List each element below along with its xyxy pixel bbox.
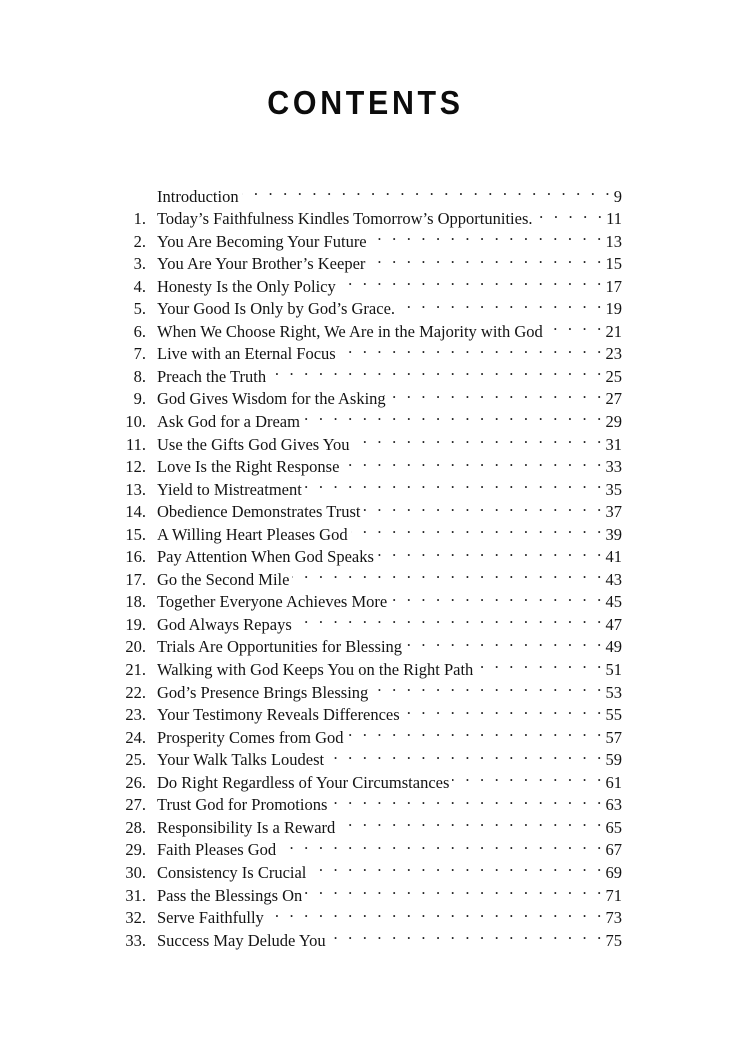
chapter-number: 31. (125, 885, 146, 905)
page-number: 73 (605, 908, 622, 928)
dot-leader (339, 269, 605, 292)
table-of-contents (110, 179, 622, 950)
page-number: 59 (605, 750, 622, 770)
dot-leader (536, 202, 606, 225)
dot-leader (405, 630, 604, 653)
chapter-title: Success May Delude You (157, 930, 326, 950)
chapter-title: You Are Your Brother’s Keeper (157, 254, 366, 274)
dot-leader (339, 337, 605, 360)
dot-leader (267, 901, 605, 924)
dot-leader (377, 540, 605, 563)
chapter-number: 28. (125, 817, 146, 837)
chapter-title: God Always Repays (157, 614, 292, 634)
dot-leader (309, 855, 604, 878)
dot-leader (295, 607, 605, 630)
chapter-title: Today’s Faithfulness Kindles Tomorrow’s Opportunities. (157, 209, 533, 229)
chapter-number: 14. (125, 502, 146, 522)
dot-leader (327, 743, 604, 766)
dot-leader (398, 292, 604, 315)
page-number: 55 (605, 705, 622, 725)
dot-leader (269, 359, 604, 382)
page-number: 13 (605, 231, 622, 251)
page-number: 35 (605, 479, 622, 499)
chapter-title: Walking with God Keeps You on the Right Path (157, 660, 474, 680)
page-number: 39 (605, 524, 622, 544)
dot-leader (303, 404, 605, 427)
chapter-title: God Gives Wisdom for the Asking (157, 389, 386, 409)
chapter-title: Your Good Is Only by God’s Grace. (157, 299, 396, 319)
chapter-number: 33. (125, 930, 146, 950)
chapter-title: Love Is the Right Response (157, 457, 340, 477)
page-number: 29 (605, 412, 622, 432)
dot-leader (371, 675, 604, 698)
dot-leader (329, 923, 605, 946)
page-number: 21 (605, 321, 622, 341)
chapter-title: Serve Faithfully (157, 908, 264, 928)
page-number: 9 (613, 186, 622, 206)
page-number: 41 (605, 547, 622, 567)
page-title: CONTENTS (267, 84, 464, 121)
chapter-title: Introduction (157, 186, 239, 206)
chapter-number: 24. (125, 727, 146, 747)
chapter-title: A Willing Heart Pleases God (157, 524, 348, 544)
chapter-number: 16. (125, 547, 146, 567)
chapter-title: Your Testimony Reveals Differences (157, 705, 400, 725)
chapter-title: Your Walk Talks Loudest (157, 750, 325, 770)
dot-leader (390, 585, 604, 608)
chapter-title: Consistency Is Crucial (157, 862, 307, 882)
toc-entry[interactable] (110, 179, 622, 206)
page-number: 65 (605, 817, 622, 837)
chapter-number: 30. (125, 862, 146, 882)
chapter-number: 18. (125, 592, 146, 612)
page-number: 67 (605, 840, 622, 860)
dot-leader (353, 427, 605, 450)
page-number: 11 (606, 209, 622, 229)
page-number: 61 (605, 772, 622, 792)
chapter-title: Ask God for a Dream (157, 412, 300, 432)
chapter-title: Prosperity Comes from God (157, 727, 344, 747)
chapter-number: 20. (125, 637, 146, 657)
chapter-title: Responsibility Is a Reward (157, 817, 336, 837)
dot-leader (292, 562, 604, 585)
page-number: 75 (605, 930, 622, 950)
chapter-title: Obedience Demonstrates Trust (157, 502, 361, 522)
dot-leader (476, 652, 604, 675)
chapter-title: Pay Attention When God Speaks (157, 547, 374, 567)
page-number: 17 (605, 276, 622, 296)
page-number: 69 (605, 862, 622, 882)
chapter-number: 25. (125, 750, 146, 770)
chapter-number: 27. (125, 795, 146, 815)
dot-leader (351, 517, 605, 540)
chapter-number: 15. (125, 524, 146, 544)
chapter-title: Preach the Truth (157, 366, 267, 386)
chapter-number: 10. (125, 412, 146, 432)
chapter-title: Do Right Regardless of Your Circumstances (157, 772, 450, 792)
dot-leader (305, 472, 605, 495)
chapter-number: 3. (133, 254, 146, 274)
chapter-title: Together Everyone Achieves More (157, 592, 388, 612)
chapter-number: 13. (125, 479, 146, 499)
dot-leader (279, 833, 604, 856)
chapter-number: 23. (125, 705, 146, 725)
chapter-title: Yield to Mistreatment (157, 479, 302, 499)
dot-leader (368, 247, 604, 270)
dot-leader (452, 765, 604, 788)
page-number: 33 (605, 457, 622, 477)
page-number: 49 (605, 637, 622, 657)
page-number: 23 (605, 344, 622, 364)
chapter-number: 21. (125, 660, 146, 680)
dot-leader (330, 788, 604, 811)
dot-leader (370, 224, 605, 247)
chapter-number: 4. (133, 276, 146, 296)
chapter-number: 2. (133, 231, 146, 251)
chapter-number: 32. (125, 908, 146, 928)
dot-leader (338, 810, 604, 833)
page-number: 51 (605, 660, 622, 680)
chapter-number: 1. (133, 209, 146, 229)
chapter-title: Go the Second Mile (157, 569, 290, 589)
dot-leader (342, 450, 604, 473)
chapter-title: Use the Gifts God Gives You (157, 434, 350, 454)
chapter-number: 12. (125, 457, 146, 477)
dot-leader (305, 878, 604, 901)
page-number: 45 (605, 592, 622, 612)
page-number: 43 (605, 569, 622, 589)
chapter-number: 5. (133, 299, 146, 319)
chapter-number: 19. (125, 614, 146, 634)
chapter-number: 7. (133, 344, 146, 364)
page-number: 25 (605, 366, 622, 386)
dot-leader (546, 314, 605, 337)
dot-leader (347, 720, 605, 743)
chapter-number: 17. (125, 569, 146, 589)
chapter-number: 9. (133, 389, 146, 409)
dot-leader (363, 495, 604, 518)
page-number: 47 (605, 614, 622, 634)
chapter-title: Honesty Is the Only Policy (157, 276, 336, 296)
chapter-title: God’s Presence Brings Blessing (157, 682, 369, 702)
page-number: 53 (605, 682, 622, 702)
chapter-number: 22. (125, 682, 146, 702)
dot-leader (242, 179, 613, 202)
page-number: 31 (605, 434, 622, 454)
chapter-title: Trust God for Promotions (157, 795, 328, 815)
page-number: 37 (605, 502, 622, 522)
chapter-number: 26. (125, 772, 146, 792)
chapter-title: You Are Becoming Your Future (157, 231, 367, 251)
chapter-title: Trials Are Opportunities for Blessing (157, 637, 403, 657)
page-number: 27 (605, 389, 622, 409)
chapter-title: When We Choose Right, We Are in the Majority with God (157, 321, 543, 341)
chapter-title: Faith Pleases God (157, 840, 277, 860)
page-number: 57 (605, 727, 622, 747)
page-number: 63 (605, 795, 622, 815)
page-number: 71 (605, 885, 622, 905)
dot-leader (389, 382, 605, 405)
dot-leader (403, 698, 605, 721)
chapter-title: Pass the Blessings On (157, 885, 303, 905)
chapter-number: 11. (125, 434, 146, 454)
chapter-number: 8. (133, 366, 146, 386)
page-number: 19 (605, 299, 622, 319)
chapter-number: 6. (133, 321, 146, 341)
chapter-title: Live with an Eternal Focus (157, 344, 336, 364)
chapter-number: 29. (125, 840, 146, 860)
page-number: 15 (605, 254, 622, 274)
